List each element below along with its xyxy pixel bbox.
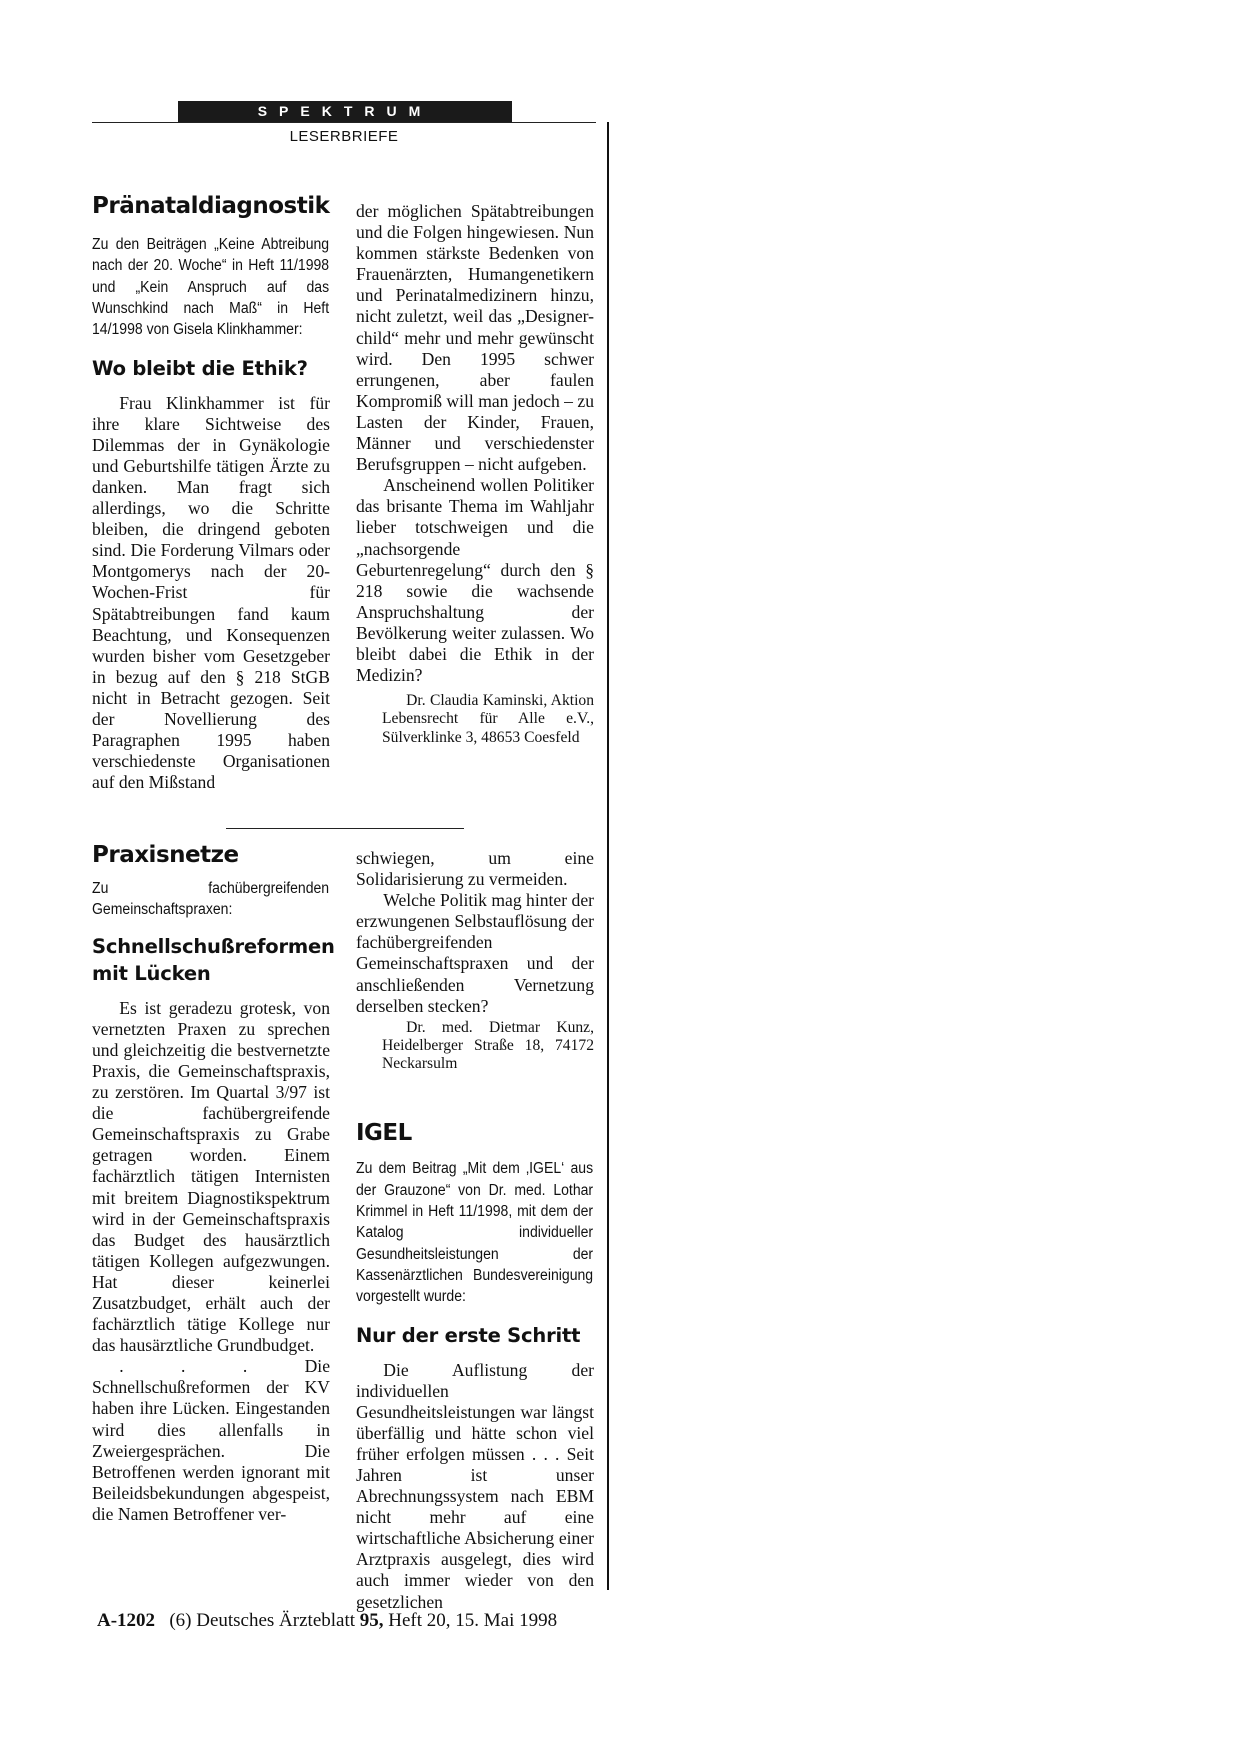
article1-subtitle: Wo bleibt die Ethik? — [92, 356, 308, 380]
article1-body-cont: der möglichen Spätabtreibungen und die Folgen hingewiesen. Nun kommen stärkste Bedenken von Frauenärzten, Humangenetikern und Perinatalmedizinern hinzu, nicht zuletzt, weil das „Designer-child“ mehr und mehr gewünscht wird. Den 1995 schwer errungenen, aber faulen Kompromiß will man jedoch – zu Lasten der Kinder, Frauen, Männer und verschiedenster Berufsgruppen – nicht aufgeben. — [356, 201, 594, 475]
journal-issue: (6) Deutsches Ärzteblatt — [169, 1610, 356, 1631]
article2-lead: Zu fachübergreifenden Gemeinschaftspraxen: — [92, 880, 330, 919]
section-banner: SPEKTRUM — [178, 101, 512, 122]
article1-body-start: Frau Klinkhammer ist für ihre klare Sichtweise des Dilemmas der in Gynäkologie und Geburtshilfe tätigen Ärzte zu danken. Man fragt sich allerdings, wo die Schritte bleiben, die dringend geboten sind. Die Forderung Vilmars oder Montgomerys nach der 20-Wochen-Frist für Spätabtreibungen fand kaum Beachtung, und Konsequenzen wurden bisher vom Gesetzgeber in bezug auf den § 218 StGB nicht in Betracht gezogen. Seit der Novellierung des Paragraphen 1995 haben verschiedenste Organisationen auf den Mißstand — [92, 392, 330, 793]
article2-left-column — [92, 842, 335, 1525]
journal-date: Heft 20, 15. Mai 1998 — [388, 1610, 558, 1631]
article1-body-p2: Anscheinend wollen Politiker das brisante Thema im Wahljahr lieber totschweigen und die „nachsorgende Geburtenregelung“ durch den § 218 sowie die wachsende Anspruchshaltung der Bevölkerung weiter zulassen. Wo bleibt dabei die Ethik in der Medizin? — [356, 475, 594, 686]
article3-body: Die Auflistung der individuellen Gesundheitsleistungen war längst überfällig und hätte schon viel früher erfolgen müssen . . . Seit Jahren ist unser Abrechnungssystem nach EBM nicht mehr auf eine wirtschaftliche Absicherung einer Arztpraxis ausgelegt, dies wird auch immer wieder von den gesetzlichen — [356, 1359, 594, 1612]
article1-title: Pränataldiagnostik — [92, 193, 330, 219]
section-label: LESERBRIEFE — [289, 128, 399, 145]
article3-title: IGEL — [356, 1120, 412, 1147]
article2-right-column — [356, 848, 594, 1613]
article1-signature: Dr. Claudia Kaminski, Aktion Lebensrecht für Alle e.V., Sülverklinke 3, 48653 Coesfeld — [382, 692, 594, 746]
page-footer — [97, 1610, 557, 1632]
article2-title: Praxisnetze — [92, 842, 239, 868]
article3-lead: Zu dem Beitrag „Mit dem ‚IGEL‘ aus der Grauzone“ von Dr. med. Lothar Krimmel in Heft 11/1998, mit dem der Katalog individueller Gesundheitsleistungen der Kassenärztlichen Bundesvereinigung vorgestellt wurde: — [356, 1160, 594, 1306]
article-divider — [226, 828, 464, 829]
article1-left-column — [92, 193, 330, 793]
article2-body-p1: Es ist geradezu grotesk, von vernetzten Praxen zu sprechen und gleichzeitig die bestvernetzte Praxis, die Gemeinschaftspraxis, zu zerstören. Im Quartal 3/97 ist die fachübergreifende Gemeinschaftspraxis zu Grabe getragen worden. Einem fachärztlich tätigen Internisten mit breitem Diagnostikspektrum wird in der Gemeinschaftspraxis das Budget des hausärztlich tätigen Kollegen aufgezwungen. Hat dieser keinerlei Zusatzbudget, erhält auch der fachärztlich tätige Kollege nur das hausärztliche Grundbudget. — [92, 997, 330, 1356]
article1-lead: Zu den Beiträgen „Keine Abtreibung nach der 20. Woche“ in Heft 11/1998 und „Kein Anspruch auf das Wunschkind nach Maß“ in Heft 14/1998 von Gisela Klinkhammer: — [92, 236, 330, 339]
article2-body-p2: . . . Die Schnellschußreformen der KV haben ihre Lücken. Eingestanden wird dies allenfalls in Zweiergesprächen. Die Betroffenen werden ignorant mit Beileidsbekundungen abgespeist, die Namen Betroffener ver- — [92, 1356, 330, 1524]
page-number: A-1202 — [97, 1610, 156, 1631]
article2-body-cont: schwiegen, um eine Solidarisierung zu vermeiden. — [356, 848, 594, 890]
article2-signature: Dr. med. Dietmar Kunz, Heidelberger Straße 18, 74172 Neckarsulm — [382, 1018, 594, 1073]
article2-body-p3: Welche Politik mag hinter der erzwungenen Selbstauflösung der fachübergreifenden Gemeinschaftspraxen und der anschließenden Vernetzung derselben stecken? — [356, 890, 594, 1016]
article3-subtitle: Nur der erste Schritt — [356, 1323, 581, 1347]
column-rule — [607, 122, 609, 1590]
article2-subtitle: Schnellschußreformen mit Lücken — [92, 934, 335, 985]
header-rule — [92, 122, 596, 123]
journal-volume: 95, — [359, 1610, 384, 1631]
article1-right-column — [356, 201, 594, 747]
